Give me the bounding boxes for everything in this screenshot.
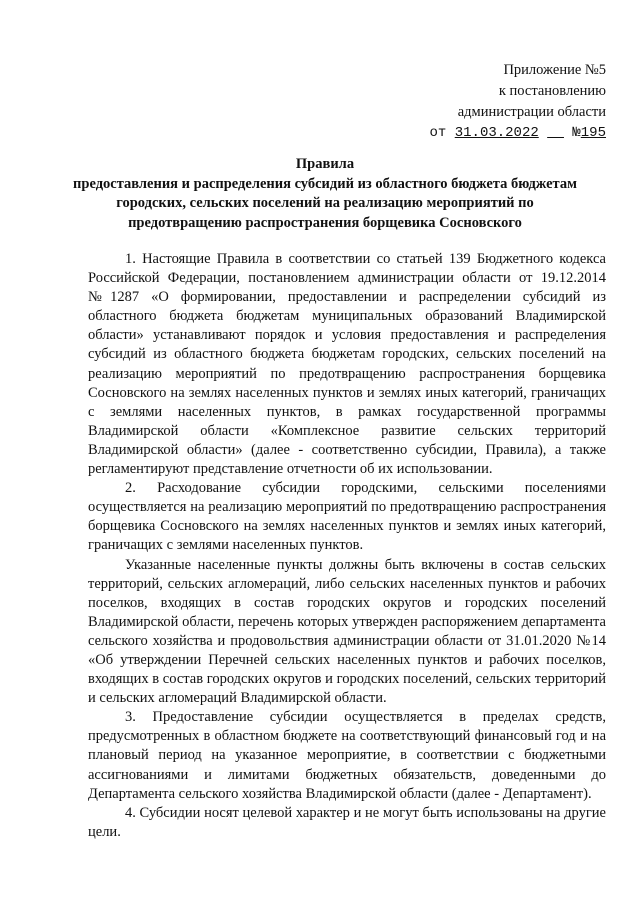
document-body xyxy=(88,250,606,842)
decree-number: 195 xyxy=(580,125,606,141)
appendix-authority: администрации области xyxy=(457,104,606,120)
title-subject: предоставления и распределения субсидий из областного бюджета бюджетам городских, сельских поселений на реализацию мероприятий по предотвращению распространения борщевика Сосновского xyxy=(73,175,577,231)
appendix-header xyxy=(346,60,606,144)
number-prefix: № xyxy=(572,125,581,141)
underline-gap xyxy=(547,125,564,141)
appendix-date-line xyxy=(346,123,606,144)
appendix-number: Приложение №5 xyxy=(503,62,606,78)
paragraph: 1. Настоящие Правила в соответствии со статьей 139 Бюджетного кодекса Российской Федерации, постановлением администрации области от 19.12.2014 №1287 «О формировании, предоставлении и распределении субсидий из областного бюджета бюджетам муниципальных образований Владимирской области» устанавливают порядок и условия предоставления и распределения субсидий из областного бюджета бюджетам городских, сельских поселений на реализацию мероприятий по предотвращению распространения борщевика Сосновского на землях населенных пунктов и землях иных категорий, граничащих с землями населенных пунктов, в рамках государственной программы Владимирской области «Комплексное развитие сельских территорий Владимирской области» (далее - соответственно субсидии, Правила), а также регламентируют представление отчетности об их использовании. xyxy=(88,251,606,478)
paragraph: Указанные населенные пункты должны быть включены в состав сельских территорий, сельских агломераций, либо сельских населенных пунктов и рабочих поселков, входящих в состав городских округов и городских поселений Владимирской области, перечень которых утвержден распоряжением департамента сельского хозяйства и продовольствия администрации области от 31.01.2020 №14 «Об утверждении Перечней сельских населенных пунктов и рабочих поселков, входящих в состав городских округов и городских поселений, сельских территорий и сельских агломераций Владимирской области. xyxy=(88,556,606,707)
paragraph: 4. Субсидии носят целевой характер и не могут быть использованы на другие цели. xyxy=(88,804,606,840)
appendix-reference: к постановлению xyxy=(498,83,606,99)
title-heading: Правила xyxy=(295,156,355,172)
date-prefix: от xyxy=(429,125,447,141)
paragraph: 3. Предоставление субсидии осуществляется в пределах средств, предусмотренных в областном бюджете на соответствующий финансовый год и на плановый период на указанное мероприятие, в соответствии с бюджетными ассигнованиями и лимитами бюджетных обязательств, доведенными до Департамента сельского хозяйства Владимирской области (далее - Департамент). xyxy=(88,709,606,802)
document-title xyxy=(60,155,590,233)
decree-date: 31.03.2022 xyxy=(454,125,539,141)
paragraph: 2. Расходование субсидии городскими, сельскими поселениями осуществляется на реализацию мероприятий по предотвращению распространения борщевика Сосновского на землях населенных пунктов и землях иных категорий, граничащих с землями населенных пунктов. xyxy=(88,480,606,554)
